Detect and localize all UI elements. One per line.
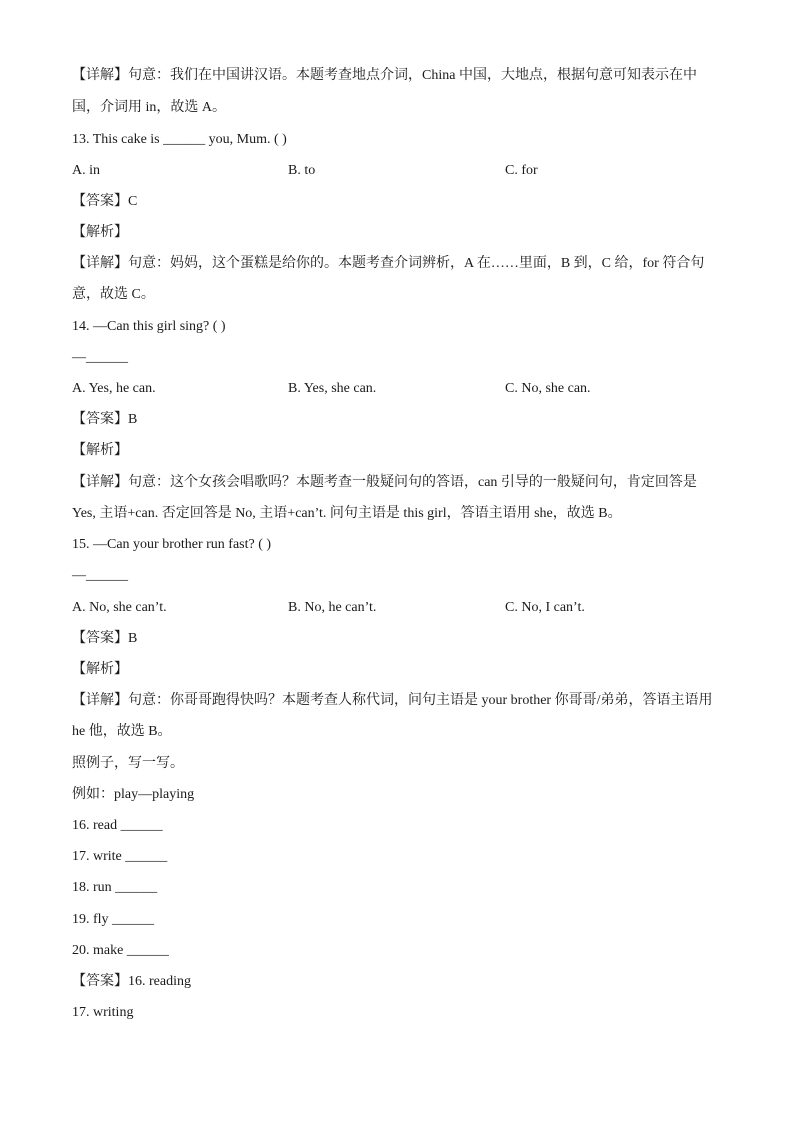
question-15: 15. —Can your brother run fast? ( ) <box>72 537 272 552</box>
answer-label: 【答案】16. reading <box>72 974 191 989</box>
option-c: C. No, I can’t. <box>505 600 585 615</box>
question-19: 19. fly ______ <box>72 912 155 927</box>
option-b: B. No, he can’t. <box>288 600 377 615</box>
answer-label: 【答案】B <box>72 631 138 646</box>
analysis-label: 【解析】 <box>72 225 128 240</box>
answer-blank: —______ <box>72 568 128 583</box>
question-20: 20. make ______ <box>72 943 169 958</box>
example-line: 例如：play—playing <box>72 787 195 802</box>
question-18: 18. run ______ <box>72 880 158 895</box>
explanation-line: Yes, 主语+can. 否定回答是 No, 主语+can’t. 问句主语是 this girl，答语主语用 she，故选 B。 <box>72 506 622 521</box>
option-c: C. for <box>505 163 538 178</box>
option-a: A. No, she can’t. <box>72 600 167 615</box>
question-13: 13. This cake is ______ you, Mum. ( ) <box>72 132 287 147</box>
explanation-line: 【详解】句意：我们在中国讲汉语。本题考查地点介词，China 中国，大地点，根据句意可知表示在中 <box>72 68 697 83</box>
question-17: 17. write ______ <box>72 849 168 864</box>
explanation-line: 【详解】句意：妈妈，这个蛋糕是给你的。本题考查介词辨析，A 在……里面，B 到，C 给，for 符合句 <box>72 256 705 271</box>
option-a: A. Yes, he can. <box>72 381 156 396</box>
explanation-line: 国，介词用 in，故选 A。 <box>72 100 226 115</box>
explanation-line: 【详解】句意：你哥哥跑得快吗？本题考查人称代词，问句主语是 your brother 你哥哥/弟弟，答语主语用 <box>72 693 713 708</box>
answer-line: 17. writing <box>72 1005 134 1020</box>
answer-blank: —______ <box>72 350 128 365</box>
option-c: C. No, she can. <box>505 381 591 396</box>
explanation-line: 【详解】句意：这个女孩会唱歌吗？本题考查一般疑问句的答语，can 引导的一般疑问句，肯定回答是 <box>72 475 697 490</box>
explanation-line: he 他，故选 B。 <box>72 724 172 739</box>
answer-label: 【答案】C <box>72 194 138 209</box>
answer-label: 【答案】B <box>72 412 138 427</box>
option-b: B. to <box>288 163 316 178</box>
question-14: 14. —Can this girl sing? ( ) <box>72 319 226 334</box>
analysis-label: 【解析】 <box>72 662 128 677</box>
section-instruction: 照例子，写一写。 <box>72 756 184 771</box>
option-a: A. in <box>72 163 100 178</box>
analysis-label: 【解析】 <box>72 443 128 458</box>
option-b: B. Yes, she can. <box>288 381 377 396</box>
question-16: 16. read ______ <box>72 818 163 833</box>
explanation-line: 意，故选 C。 <box>72 287 155 302</box>
